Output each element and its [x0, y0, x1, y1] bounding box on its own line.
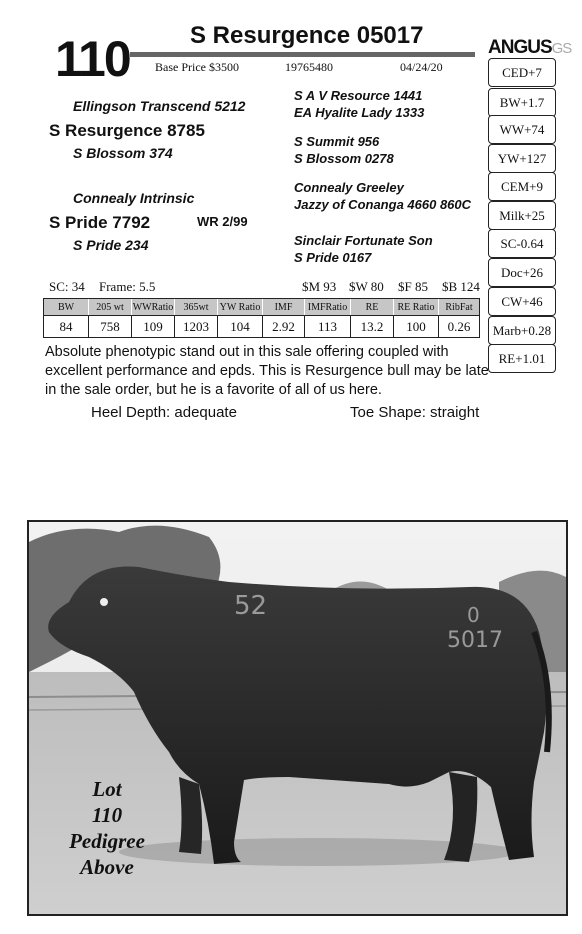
- cell-value: 84: [44, 315, 89, 337]
- dd-dam: S Pride 0167: [294, 250, 372, 265]
- description: Absolute phenotypic stand out in this sale offering coupled with excellent performance and epds. This is Resurgence bull may be late in the sale order, but he is a favorite of all of us here.: [45, 344, 489, 398]
- frame-score: Frame: 5.5: [99, 279, 156, 294]
- birth-date: 04/24/20: [400, 60, 443, 74]
- index-b: $B 124: [442, 279, 480, 294]
- cell-value: 100: [394, 315, 439, 337]
- lot-overlay-line: Above: [80, 855, 134, 879]
- sire-sire: Ellingson Transcend 5212: [73, 98, 246, 114]
- col-header: BW: [44, 299, 89, 315]
- epd-milk: Milk+25: [488, 201, 556, 230]
- col-header: RE Ratio: [394, 299, 439, 315]
- performance-value-row: [44, 315, 479, 337]
- sire: S Resurgence 8785: [49, 121, 205, 140]
- lot-number: 110: [55, 31, 130, 87]
- col-header: RE: [351, 299, 394, 315]
- dam-wr: WR 2/99: [197, 214, 248, 229]
- ss-dam: EA Hyalite Lady 1333: [294, 105, 425, 120]
- performance-header-row: [44, 299, 479, 315]
- lot-overlay-line: Lot: [92, 777, 122, 801]
- ds-sire: Connealy Greeley: [294, 180, 404, 195]
- dd-sire: Sinclair Fortunate Son: [294, 233, 433, 248]
- cell-value: 1203: [175, 315, 218, 337]
- cell-value: 2.92: [263, 315, 305, 337]
- performance-table: [43, 298, 480, 338]
- cell-value: 104: [218, 315, 263, 337]
- angus-logo-suffix: GS: [551, 40, 572, 57]
- cell-value: 113: [305, 315, 351, 337]
- brand-mark: 0: [467, 603, 480, 627]
- index-m: $M 93: [302, 279, 337, 294]
- epd-yw: YW+127: [488, 144, 556, 173]
- epd-cw: CW+46: [488, 287, 556, 316]
- brand-mark: 5017: [447, 628, 503, 653]
- dam-sire: Connealy Intrinsic: [73, 190, 195, 206]
- scrotal-circumference: SC: 34: [49, 279, 85, 294]
- col-header: 365wt: [175, 299, 218, 315]
- epd-marb: Marb+0.28: [488, 316, 556, 345]
- sd-sire: S Summit 956: [294, 134, 380, 149]
- epd-ced: CED+7: [488, 58, 556, 87]
- col-header: WWRatio: [132, 299, 175, 315]
- index-f: $F 85: [398, 279, 428, 294]
- registration-number: 19765480: [285, 60, 333, 74]
- brand-mark: 52: [234, 591, 268, 621]
- cell-value: 0.26: [439, 315, 479, 337]
- base-price: Base Price $3500: [155, 60, 239, 74]
- col-header: 205 wt: [89, 299, 132, 315]
- animal-name: S Resurgence 05017: [190, 22, 424, 49]
- col-header: IMFRatio: [305, 299, 351, 315]
- ss-sire: S A V Resource 1441: [294, 88, 423, 103]
- cell-value: 109: [132, 315, 175, 337]
- index-w: $W 80: [349, 279, 384, 294]
- lot-overlay: [52, 776, 162, 880]
- dam-dam: S Pride 234: [73, 237, 149, 253]
- title-underline: [130, 52, 475, 57]
- col-header: YW Ratio: [218, 299, 263, 315]
- epd-doc: Doc+26: [488, 258, 556, 287]
- dam: S Pride 7792: [49, 213, 151, 232]
- epd-sc: SC-0.64: [488, 229, 556, 258]
- angus-logo-text: ANGUS: [488, 37, 552, 58]
- epd-bw: BW+1.7: [488, 88, 556, 117]
- col-header: RibFat: [439, 299, 479, 315]
- sd-dam: S Blossom 0278: [294, 151, 394, 166]
- epd-re: RE+1.01: [488, 344, 556, 373]
- angus-logo: [488, 37, 571, 59]
- col-header: IMF: [263, 299, 305, 315]
- epd-cem: CEM+9: [488, 172, 556, 201]
- cell-value: 13.2: [351, 315, 394, 337]
- ds-dam: Jazzy of Conanga 4660 860C: [294, 197, 472, 212]
- heel-depth: Heel Depth: adequate: [91, 404, 237, 421]
- toe-shape: Toe Shape: straight: [350, 404, 480, 421]
- lot-overlay-line: 110: [91, 803, 123, 827]
- sire-dam: S Blossom 374: [73, 145, 173, 161]
- lot-overlay-line: Pedigree: [69, 829, 145, 853]
- epd-ww: WW+74: [488, 115, 556, 144]
- cell-value: 758: [89, 315, 132, 337]
